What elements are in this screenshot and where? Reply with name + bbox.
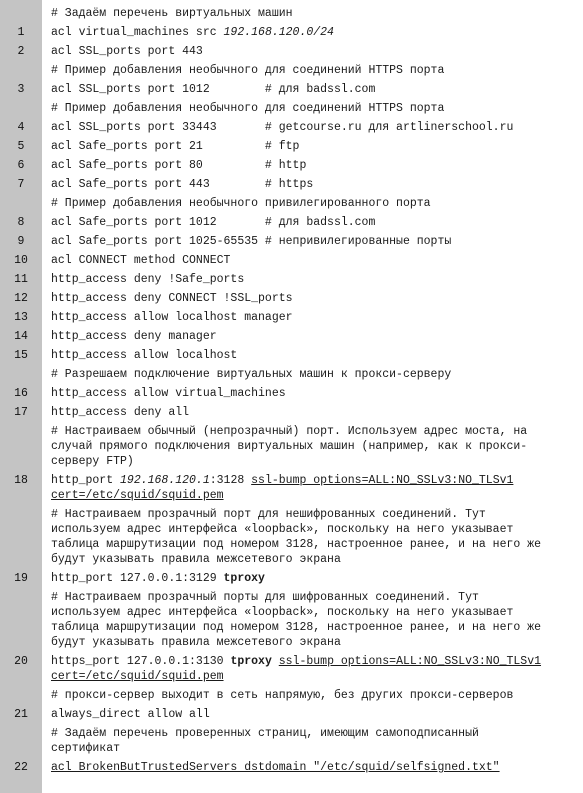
- code-text: [42, 473, 583, 503]
- code-line: [0, 310, 583, 325]
- code-text: [42, 215, 583, 230]
- code-text: [42, 654, 583, 684]
- code-line: [0, 760, 583, 775]
- code-fragment: acl Safe_ports port 443 # https: [51, 178, 314, 191]
- line-number: 1: [17, 26, 25, 39]
- code-text: [42, 272, 583, 287]
- code-text: [42, 707, 583, 722]
- line-number: 4: [17, 121, 25, 134]
- code-fragment: acl Safe_ports port 1025-65535 # непривилегированные порты: [51, 235, 452, 248]
- code-text: [42, 590, 583, 650]
- code-line: [0, 291, 583, 306]
- comment-line: [0, 688, 583, 703]
- code-fragment: tproxy: [230, 655, 272, 668]
- code-fragment: https_port 127.0.0.1:3130: [51, 655, 231, 668]
- code-fragment: always_direct allow all: [51, 708, 210, 721]
- code-fragment: http_port 127.0.0.1:3129: [51, 572, 224, 585]
- code-fragment: http_access allow localhost manager: [51, 311, 293, 324]
- code-text: [42, 101, 583, 116]
- code-fragment: acl SSL_ports port 443: [51, 45, 203, 58]
- code-fragment: acl Safe_ports port 21 # ftp: [51, 140, 300, 153]
- code-line: [0, 215, 583, 230]
- line-number: 19: [14, 572, 28, 585]
- code-fragment: http_access deny !Safe_ports: [51, 273, 245, 286]
- code-lines: [0, 6, 583, 779]
- code-fragment: :3128: [209, 474, 252, 487]
- line-number: 3: [17, 83, 25, 96]
- code-fragment: acl CONNECT method CONNECT: [51, 254, 231, 267]
- code-fragment: acl Safe_ports port 80 # http: [51, 159, 307, 172]
- code-line: [0, 654, 583, 684]
- code-text: [42, 139, 583, 154]
- code-text: [42, 726, 583, 756]
- comment-line: [0, 101, 583, 116]
- code-fragment: acl SSL_ports port 33443 # getcourse.ru для artlinerschool.ru: [51, 121, 514, 134]
- code-text: [42, 291, 583, 306]
- line-number: 20: [14, 655, 28, 668]
- code-text: [42, 367, 583, 382]
- code-text: [42, 571, 583, 586]
- code-text: [42, 177, 583, 192]
- code-line: [0, 348, 583, 363]
- line-number: 21: [14, 708, 28, 721]
- line-number: 18: [14, 474, 28, 487]
- comment-line: [0, 63, 583, 78]
- code-text: [42, 234, 583, 249]
- line-number: 8: [17, 216, 25, 229]
- code-fragment: acl virtual_machines src: [51, 26, 224, 39]
- code-fragment: acl BrokenButTrustedServers dstdomain "/etc/squid/selfsigned.txt": [51, 761, 500, 774]
- comment-line: [0, 367, 583, 382]
- code-text: [42, 405, 583, 420]
- code-text: [42, 63, 583, 78]
- code-fragment: # Пример добавления необычного привилегированного порта: [51, 197, 431, 210]
- code-fragment: http_access deny all: [51, 406, 190, 419]
- code-text: [42, 253, 583, 268]
- code-text: [42, 424, 583, 469]
- line-number: 15: [14, 349, 28, 362]
- code-fragment: http_access deny manager: [51, 330, 217, 343]
- code-text: [42, 760, 583, 775]
- code-line: [0, 44, 583, 59]
- code-line: [0, 25, 583, 40]
- code-line: [0, 120, 583, 135]
- code-text: [42, 6, 583, 21]
- code-text: [42, 310, 583, 325]
- code-fragment: 192.168.120.0/24: [223, 26, 334, 39]
- code-fragment: [272, 655, 279, 668]
- line-number: 16: [14, 387, 28, 400]
- code-fragment: # Разрешаем подключение виртуальных машин к прокси-серверу: [51, 368, 452, 381]
- line-number: 9: [17, 235, 25, 248]
- code-line: [0, 234, 583, 249]
- code-text: [42, 688, 583, 703]
- code-line: [0, 707, 583, 722]
- code-text: [42, 158, 583, 173]
- code-fragment: # Пример добавления необычного для соединений HTTPS порта: [51, 102, 445, 115]
- code-fragment: acl SSL_ports port 1012 # для badssl.com: [51, 83, 376, 96]
- code-text: [42, 348, 583, 363]
- code-line: [0, 571, 583, 586]
- line-number: 22: [14, 761, 28, 774]
- comment-line: [0, 196, 583, 211]
- code-fragment: tproxy: [223, 572, 265, 585]
- code-text: [42, 386, 583, 401]
- code-fragment: http_access deny CONNECT !SSL_ports: [51, 292, 293, 305]
- code-text: [42, 329, 583, 344]
- code-fragment: ssl-bump options=ALL:NO_SSLv3:NO_TLSv1 cert=/etc/squid/squid.pem: [51, 655, 542, 683]
- code-fragment: 192.168.120.1: [120, 474, 210, 487]
- comment-line: [0, 6, 583, 21]
- code-line: [0, 386, 583, 401]
- line-number: 6: [17, 159, 25, 172]
- line-number: 13: [14, 311, 28, 324]
- code-fragment: http_port: [51, 474, 121, 487]
- code-fragment: # Настраиваем прозрачный порты для шифрованных соединений. Тут используем адрес интерфейса «loopback», поскольку на него указывает таблица маршрутизации под номером 3128, настроенное ранее, и на него же будут указывать правила межсетевого экрана: [51, 591, 541, 649]
- code-fragment: # Настраиваем обычный (непрозрачный) порт. Используем адрес моста, на случай прямого подключения виртуальных машин (например, как к прокси- серверу FTP): [51, 425, 528, 468]
- code-fragment: http_access allow virtual_machines: [51, 387, 286, 400]
- comment-line: [0, 424, 583, 469]
- line-number: 10: [14, 254, 28, 267]
- code-fragment: # Задаём перечень виртуальных машин: [51, 7, 293, 20]
- code-fragment: ssl-bump options=ALL:NO_SSLv3:NO_TLSv1 cert=/etc/squid/squid.pem: [51, 474, 514, 502]
- code-line: [0, 158, 583, 173]
- line-number: 17: [14, 406, 28, 419]
- code-text: [42, 120, 583, 135]
- line-number: 14: [14, 330, 28, 343]
- code-line: [0, 253, 583, 268]
- code-text: [42, 507, 583, 567]
- code-fragment: # прокси-сервер выходит в сеть напрямую, без других прокси-серверов: [51, 689, 514, 702]
- code-fragment: http_access allow localhost: [51, 349, 238, 362]
- code-line: [0, 473, 583, 503]
- code-text: [42, 196, 583, 211]
- code-line: [0, 272, 583, 287]
- code-fragment: # Настраиваем прозрачный порт для нешифрованных соединений. Тут используем адрес интерфейса «loopback», поскольку на него указывает таблица маршрутизации под номером 3128, настроенное ранее, и на него же будут указывать правила межсетевого экрана: [51, 508, 541, 566]
- code-fragment: acl Safe_ports port 1012 # для badssl.com: [51, 216, 376, 229]
- code-text: [42, 44, 583, 59]
- code-fragment: # Задаём перечень проверенных страниц, имеющим самоподписанный сертификат: [51, 727, 479, 755]
- code-line: [0, 177, 583, 192]
- code-line: [0, 82, 583, 97]
- code-line: [0, 139, 583, 154]
- comment-line: [0, 590, 583, 650]
- line-number: 2: [17, 45, 25, 58]
- line-number: 5: [17, 140, 25, 153]
- code-line: [0, 405, 583, 420]
- comment-line: [0, 726, 583, 756]
- code-line: [0, 329, 583, 344]
- line-number: 11: [14, 273, 28, 286]
- comment-line: [0, 507, 583, 567]
- code-text: [42, 82, 583, 97]
- code-fragment: # Пример добавления необычного для соединений HTTPS порта: [51, 64, 445, 77]
- code-text: [42, 25, 583, 40]
- line-number: 12: [14, 292, 28, 305]
- line-number: 7: [17, 178, 25, 191]
